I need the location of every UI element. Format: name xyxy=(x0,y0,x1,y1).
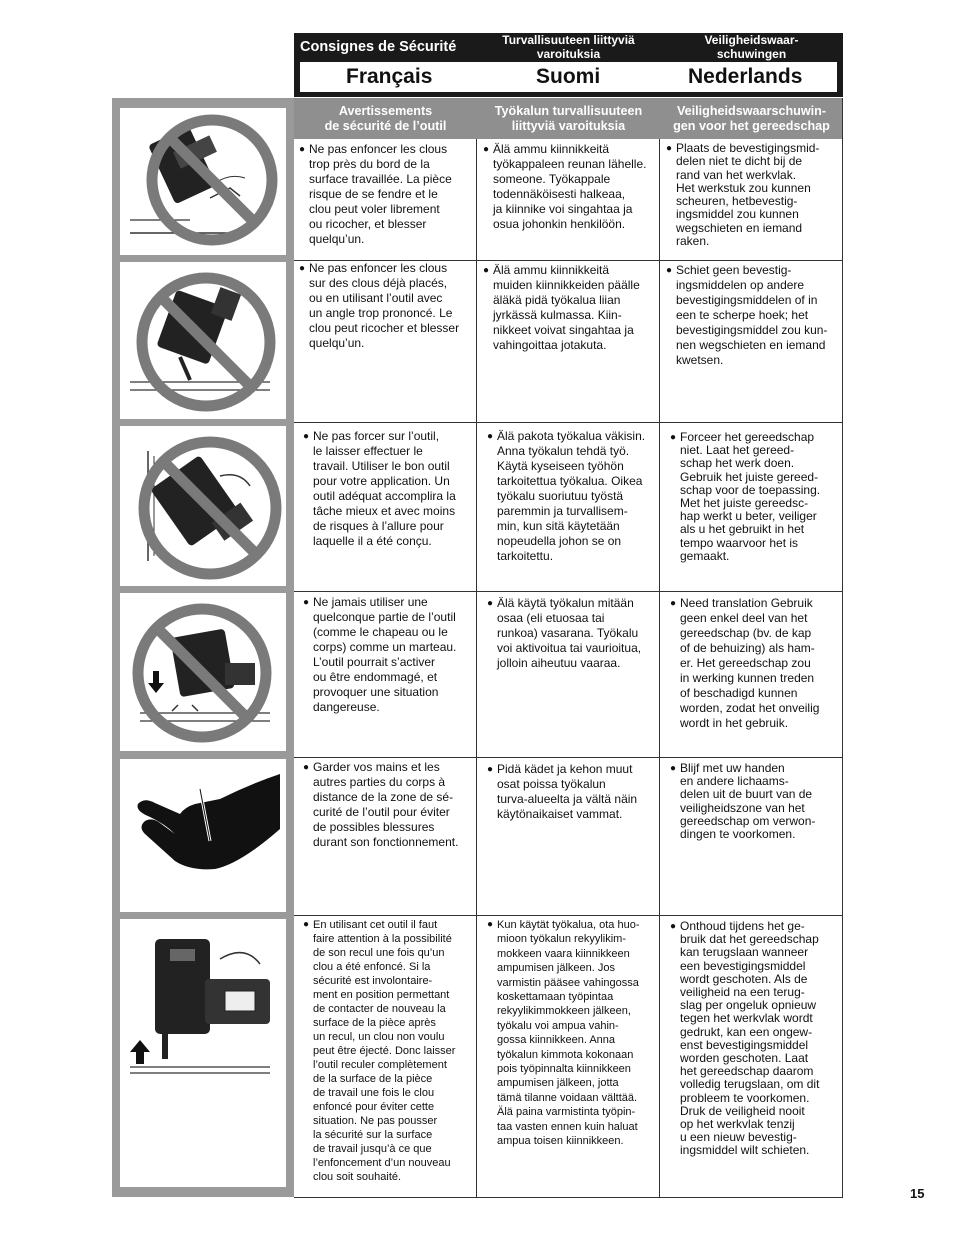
row6-nl xyxy=(670,920,840,1158)
bullet-icon: ● xyxy=(670,921,677,932)
row2-fr-text: Ne pas enfoncer les clous sur des clous déjà placés, ou en utilisant l’outil avec un angle trop prononcé. Le clou peut ricocher et blesser quelqu’un. xyxy=(309,261,460,350)
column-header-nl xyxy=(660,98,843,139)
illustration-hand-safety xyxy=(120,759,286,912)
bullet-icon: ● xyxy=(303,431,310,442)
language-fr: Français xyxy=(346,65,433,88)
page-number: 15 xyxy=(910,1186,925,1201)
row2-nl-text: Schiet geen bevestig- ingsmiddelen op andere bevestigingsmiddelen of in een te scherpe hoek; het bevestigingsmiddel zou kun- nen wegschieten en iemand kwetsen. xyxy=(676,263,828,367)
bullet-icon: ● xyxy=(487,919,494,930)
bullet-icon: ● xyxy=(487,598,494,609)
row1-fr xyxy=(299,142,474,247)
row3-fr xyxy=(303,429,475,549)
column-header-fi-label: Työkalun turvallisuuteen liittyviä varoituksia xyxy=(494,103,643,133)
bullet-icon: ● xyxy=(670,763,677,774)
bullet-icon: ● xyxy=(487,764,494,775)
page-header xyxy=(294,33,843,97)
row-divider xyxy=(294,591,843,592)
language-nl: Nederlands xyxy=(688,65,803,88)
row4-fr-text: Ne jamais utiliser une quelconque partie de l’outil (comme le chapeau ou le corps) comme un marteau. L’outil pourrait s’activer ou être endommagé, et provoquer une situation dangereuse. xyxy=(313,595,457,714)
row2-fi-text: Älä ammu kiinnikkeitä muiden kiinnikkeiden päälle äläkä pidä työkalua liian jyrkässä kulmassa. Kiin- nikkeet voivat singahtaa ja vahingoittaa jotakuta. xyxy=(493,263,640,352)
row3-nl-text: Forceer het gereedschap niet. Laat het gereed- schap het werk doen. Gebruik het juiste gereed- schap voor de toepassing. Met het juiste gereedsc- hap werkt u beter, veiliger als u het gebruikt in het tempo waarvoor het is gemaakt. xyxy=(680,430,821,563)
column-divider xyxy=(659,139,660,1198)
row2-fi xyxy=(483,263,655,353)
illustration-edge-nailing xyxy=(120,108,286,255)
header-sub-nl: Veiligheidswaar- schuwingen xyxy=(704,33,799,61)
illustration-angle-nailing xyxy=(120,262,286,419)
row4-fr xyxy=(303,595,475,715)
row2-nl xyxy=(666,263,838,368)
row1-fi-text: Älä ammu kiinnikkeitä työkappaleen reunan lähelle. someone. Työkappale todennäköisesti halkeaa, ja kiinnike voi singahtaa ja osua johonkin henkilöön. xyxy=(493,142,647,231)
bullet-icon: ● xyxy=(483,144,490,155)
row1-nl xyxy=(666,142,838,248)
column-header-fr xyxy=(294,98,477,139)
prohibited-hammer-use-icon xyxy=(120,593,286,751)
column-header-fi xyxy=(477,98,660,139)
language-fi: Suomi xyxy=(536,65,601,88)
row3-fi xyxy=(487,429,657,564)
table-bottom-border xyxy=(294,1197,843,1198)
illustration-forcing-tool xyxy=(120,426,286,586)
row3-nl xyxy=(670,431,840,563)
bullet-icon: ● xyxy=(483,265,490,276)
column-divider xyxy=(476,139,477,1198)
bullet-icon: ● xyxy=(299,263,306,274)
row-divider xyxy=(294,422,843,423)
illustration-recoil xyxy=(120,919,286,1187)
row4-nl xyxy=(670,596,840,731)
row6-fr xyxy=(303,918,475,1184)
row3-fi-text: Älä pakota työkalua väkisin. Anna työkalun tehdä työ. Käytä kyseiseen työhön tarkoitettua työkalua. Oikea työkalu suoriutuu työstä paremmin ja turvallisem- min, kun sitä käytetään nopeudella johon se on tarkoitettu. xyxy=(497,429,646,563)
bullet-icon: ● xyxy=(666,143,673,154)
column-header-nl-label: Veiligheidswaarschuwin- gen voor het gereedschap xyxy=(673,103,830,133)
safety-table xyxy=(294,98,843,1198)
row-divider xyxy=(294,757,843,758)
prohibited-forcing-tool-icon xyxy=(120,426,286,586)
row-divider xyxy=(294,915,843,916)
row5-fi-text: Pidä kädet ja kehon muut osat poissa työkalun turva-alueelta ja vältä näin käytönaikaiset vammat. xyxy=(497,762,638,821)
row5-fr xyxy=(303,760,475,850)
row3-fr-text: Ne pas forcer sur l’outil, le laisser effectuer le travail. Utiliser le bon outil pour votre application. Un outil adéquat accomplira la tâche mieux et avec moins de risques à l’allure pour laquelle il a été conçu. xyxy=(313,429,456,548)
illustration-column xyxy=(112,98,294,1197)
bullet-icon: ● xyxy=(299,144,306,155)
row6-nl-text: Onthoud tijdens het ge- bruik dat het gereedschap kan terugslaan wanneer een bevestigingsmiddel wordt geschoten. Als de veiligheid na een terug- slag per ongeluk opnieuw tegen het werkvlak wordt gedrukt, kan een ongew- enst bevestigingsmiddel worden geschoten. Laat het gereedschap daarom volledig terugslaan, om dit probleem te voorkomen. Druk de veiligheid nooit op het werkvlak tenzij u een nieuw bevestig- ingsmiddel wilt schieten. xyxy=(680,919,820,1158)
prohibited-edge-nailing-icon xyxy=(120,108,286,255)
column-header-fr-label: Avertissements de sécurité de l’outil xyxy=(324,103,447,133)
bullet-icon: ● xyxy=(487,431,494,442)
bullet-icon: ● xyxy=(303,919,310,930)
row5-nl xyxy=(670,762,840,841)
header-sub-fi: Turvallisuuteen liittyviä varoituksia xyxy=(502,33,635,61)
row1-fr-text: Ne pas enfoncer les clous trop près du bord de la surface travaillée. La pièce risque de se fendre et le clou peut voler librement ou ricocher, et blesser quelqu’un. xyxy=(309,142,452,246)
arrow-down-icon xyxy=(148,671,164,693)
row6-fi-text: Kun käytät työkalua, ota huo- mioon työkalun rekyylikim- mokkeen vaara kiinnikkeen ampumisen jälkeen. Jos varmistin pääsee vahingossa koskettamaan työpintaa rekyylikimmokkeen jälkeen, työkalu voi ampua vahin- gossa kiinnikkeen. Anna työkalun kimmota kokonaan pois työpinnalta kiinnikkeen ampumisen jälkeen, jotta tämä tilanne voidaan välttää. Älä paina varmistinta työpin- taa vasten ennen kuin haluat ampua toisen kiinnikkeen. xyxy=(497,919,640,1148)
arrow-up-icon xyxy=(130,1040,150,1064)
bullet-icon: ● xyxy=(670,598,677,609)
row1-fi xyxy=(483,142,655,232)
row5-fi xyxy=(487,762,657,822)
row4-fi xyxy=(487,596,657,671)
row6-fi xyxy=(487,918,657,1149)
table-right-border xyxy=(842,98,843,1198)
bullet-icon: ● xyxy=(303,762,310,773)
illustration-tool-as-hammer xyxy=(120,593,286,751)
bullet-icon: ● xyxy=(303,597,310,608)
header-sub-fr: Consignes de Sécurité xyxy=(300,39,457,55)
row2-fr xyxy=(299,261,474,351)
language-bar xyxy=(300,62,837,92)
row4-fi-text: Älä käytä työkalun mitään osaa (eli etuosaa tai runkoa) vasarana. Työkalu voi aktivoitua tai vaurioitua, jolloin aiheutuu vaaraa. xyxy=(497,596,642,670)
recoil-tool-icon xyxy=(120,919,286,1187)
row6-fr-text: En utilisant cet outil il faut faire attention à la possibilité de son recul une fois qu’un clou a été enfoncé. Si la sécurité est involontaire- ment en position permettant de contacter de nouveau la surface de la pièce après un recul, un clou non voulu peut être éjecté. Donc laisser l’outil reculer complètement de la surface de la pièce de travail une fois le clou enfoncé pour éviter cette situation. Ne pas pousser la sécurité sur la surface de travail jusqu’à ce que l’enfoncement d’un nouveau clou soit souhaité. xyxy=(313,919,456,1183)
hand-icon xyxy=(120,759,286,912)
row5-fr-text: Garder vos mains et les autres parties du corps à distance de la zone de sé- curité de l’outil pour éviter de possibles blessures durant son fonctionnement. xyxy=(313,760,459,849)
row5-nl-text: Blijf met uw handen en andere lichaams- delen uit de buurt van de veiligheidszone van het gereedschap om verwon- dingen te voorkomen. xyxy=(680,761,816,842)
row4-nl-text: Need translation Gebruik geen enkel deel van het gereedschap (bv. de kap of de behuizing) als ham- er. Het gereedschap zou in werking kunnen treden of beschadigd kunnen worden, zodat het onveilig wordt in het gebruik. xyxy=(680,596,820,730)
bullet-icon: ● xyxy=(666,265,673,276)
row1-nl-text: Plaats de bevestigingsmid- delen niet te dicht bij de rand van het werkvlak. Het werkstuk zou kunnen scheuren, hetbevestig- ingsmiddel zou kunnen wegschieten en iemand raken. xyxy=(676,141,820,249)
bullet-icon: ● xyxy=(670,432,677,443)
prohibited-angle-nailing-icon xyxy=(120,262,286,419)
